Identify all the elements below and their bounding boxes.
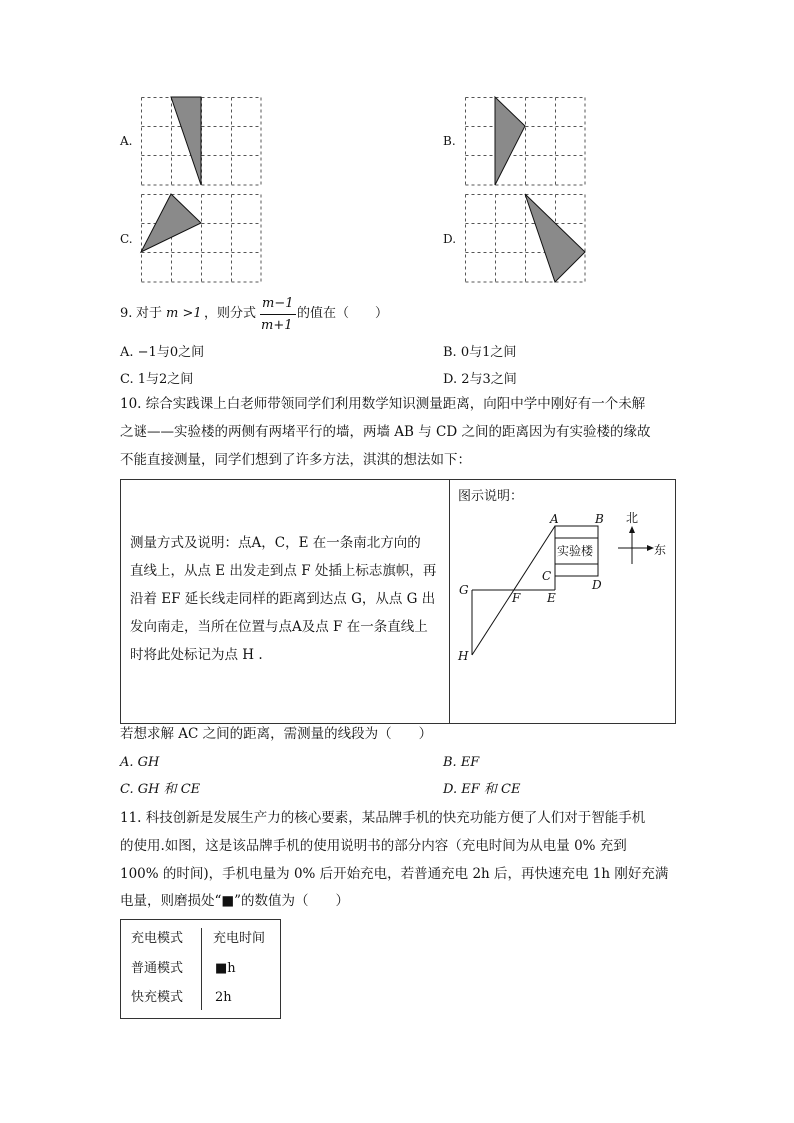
- q8-option-b-grid: [465, 97, 586, 186]
- q8-option-d-label: D.: [443, 232, 457, 246]
- q10-question: 若想求解 AC 之间的距离，需测量的线段为（ ）: [120, 726, 433, 742]
- q11-table-row-2-time: 2h: [215, 990, 232, 1005]
- q11-table-row-1-time: ■h: [215, 961, 236, 976]
- q9-option-a: A. −1与0之间: [120, 345, 205, 360]
- lab-building-label: 实验楼: [557, 544, 594, 558]
- q9-fraction-denominator: m+1: [261, 318, 293, 333]
- q10-option-a: A. GH: [120, 755, 160, 770]
- point-label-h: H: [458, 649, 469, 663]
- q10-box-line-5: 时将此处标记为点 H .: [130, 647, 263, 663]
- q11-table-row-2-mode: 快充模式: [131, 990, 184, 1005]
- q9-option-c: C. 1与2之间: [120, 372, 194, 387]
- q10-box-line-4: 发向南走，当所在位置与点A及点 F 在一条直线上: [130, 619, 428, 635]
- q11-line-1: 11. 科技创新是发展生产力的核心要素，某品牌手机的快充功能方便了人们对于智能手机: [120, 810, 646, 826]
- q9-condition: m >1: [166, 306, 202, 321]
- q9-number: 9.: [120, 306, 133, 321]
- q10-box-line-3: 沿着 EF 延长线走同样的距离到达点 G，从点 G 出: [130, 591, 436, 607]
- q8-option-a-grid: [141, 97, 262, 186]
- q9-fraction-bar: [260, 314, 296, 315]
- q8-option-c-label: C.: [120, 232, 133, 246]
- q10-option-c: C. GH 和 CE: [120, 782, 201, 797]
- triangle-shape: [171, 97, 201, 185]
- point-label-g: G: [459, 583, 469, 597]
- north-label: 北: [626, 511, 639, 525]
- point-label-a: A: [550, 512, 559, 526]
- q8-option-b-label: B.: [443, 134, 456, 148]
- q11-line-4: 电量，则磨损处“■”的数值为（ ）: [120, 893, 350, 909]
- point-label-f: F: [512, 591, 521, 605]
- q11-table-header-mode: 充电模式: [131, 931, 184, 946]
- q9-text-after: 的值在（ ）: [297, 306, 389, 321]
- point-label-b: B: [595, 512, 604, 526]
- q10-line-2: 之谜——实验楼的两侧有两堵平行的墙，两墙 AB 与 CD 之间的距离因为有实验楼的缘故: [120, 424, 651, 440]
- q10-diagram-title: 图示说明：: [458, 489, 524, 504]
- q10-line-1: 10. 综合实践课上白老师带领同学们利用数学知识测量距离，向阳中学中刚好有一个未解: [120, 396, 646, 412]
- q8-option-d-grid: [465, 194, 586, 283]
- q10-diagram: [450, 500, 674, 720]
- q8-option-a-label: A.: [120, 134, 133, 148]
- q10-option-b: B. EF: [443, 755, 480, 770]
- point-label-e: E: [547, 591, 556, 605]
- q11-table-row-1-mode: 普通模式: [131, 961, 184, 976]
- q10-box-line-1: 测量方式及说明：点A，C，E 在一条南北方向的: [130, 535, 421, 551]
- q9-fraction-numerator: m−1: [262, 296, 294, 311]
- east-label: 东: [654, 543, 667, 557]
- point-label-c: C: [542, 569, 552, 583]
- q9-option-b: B. 0与1之间: [443, 345, 517, 360]
- q9-text-mid: ，则分式: [204, 306, 257, 321]
- q8-option-c-grid: [141, 194, 262, 283]
- q11-table-header-time: 充电时间: [213, 931, 266, 946]
- q11-line-2: 的使用.如图，这是该品牌手机的使用说明书的部分内容（充电时间为从电量 0% 充到: [120, 838, 627, 854]
- triangle-shape: [495, 97, 525, 185]
- q11-charging-table: [120, 919, 281, 1019]
- q10-box-line-2: 直线上，从点 E 出发走到点 F 处插上标志旗帜，再: [130, 563, 437, 579]
- point-label-d: D: [592, 578, 602, 592]
- q11-table-divider: [201, 928, 202, 1010]
- q9-option-d: D. 2与3之间: [443, 372, 517, 387]
- q10-option-d: D. EF 和 CE: [443, 782, 521, 797]
- q11-line-3: 100% 的时间)，手机电量为 0% 后开始充电，若普通充电 2h 后，再快速充电 1h 刚好充满: [120, 866, 669, 882]
- q10-line-3: 不能直接测量，同学们想到了许多方法，淇淇的想法如下：: [120, 452, 471, 468]
- q9-text-before: 对于: [136, 306, 163, 321]
